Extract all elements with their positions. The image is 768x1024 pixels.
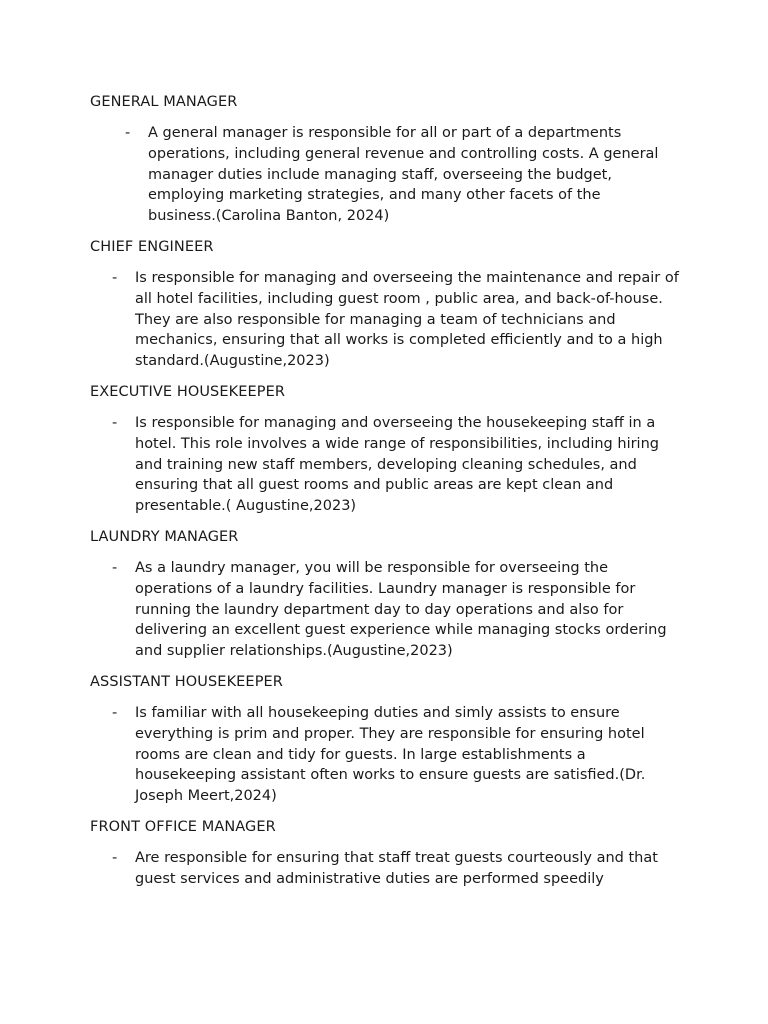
section-executive-housekeeper [90,382,690,517]
bullet-text: Is responsible for managing and overseeing the maintenance and repair of all hotel facilities, including guest room , public area, and back-of-house. They are also responsible for managing a team of technicians and mechanics, ensuring that all works is completed efficiently and to a high standard.(Augustine,2023) [135,269,679,370]
section-chief-engineer [90,237,690,372]
bullet-item [90,703,690,807]
section-heading: LAUNDRY MANAGER [90,528,239,545]
section-heading: GENERAL MANAGER [90,94,238,110]
section-heading: EXECUTIVE HOUSEKEEPER [90,383,286,400]
bullet-item [90,848,690,890]
section-heading: FRONT OFFICE MANAGER [90,818,276,835]
section-heading: ASSISTANT HOUSEKEEPER [90,673,283,690]
document-body [90,92,690,900]
bullet-dash: - [112,414,118,431]
bullet-text: Are responsible for ensuring that staff treat guests courteously and that guest services and administrative duties are performed speedily [135,849,658,887]
bullet-item [90,268,690,372]
bullet-text: Is responsible for managing and overseeing the housekeeping staff in a hotel. This role involves a wide range of responsibilities, including hiring and training new staff members, developing cleaning schedules, and ensuring that all guest rooms and public areas are kept clean and presentable.( Augustine,2023) [135,414,659,515]
bullet-dash: - [125,125,131,141]
section-heading: CHIEF ENGINEER [90,238,214,255]
section-general-manager [90,92,690,227]
bullet-item [90,558,690,662]
section-assistant-housekeeper [90,672,690,807]
bullet-item [90,123,690,227]
bullet-item [90,413,690,517]
section-laundry-manager [90,527,690,662]
bullet-text: As a laundry manager, you will be responsible for overseeing the operations of a laundry facilities. Laundry manager is responsible for running the laundry department day to day operations and also for delivering an excellent guest experience while managing stocks ordering and supplier relationships.(Augustine,2023) [135,559,667,660]
bullet-dash: - [112,704,118,721]
bullet-dash: - [112,269,118,286]
bullet-text: Is familiar with all housekeeping duties and simly assists to ensure everything is prim and proper. They are responsible for ensuring hotel rooms are clean and tidy for guests. In large establishments a housekeeping assistant often works to ensure guests are satisfied.(Dr. Joseph Meert,2024) [135,704,646,805]
bullet-dash: - [112,559,118,576]
bullet-text: A general manager is responsible for all or part of a departments operations, including general revenue and controlling costs. A general manager duties include managing staff, overseeing the budget, employing marketing strategies, and many other facets of the business.(Carolina Banton, 2024) [148,125,659,225]
section-front-office-manager [90,817,690,890]
bullet-dash: - [112,849,118,866]
